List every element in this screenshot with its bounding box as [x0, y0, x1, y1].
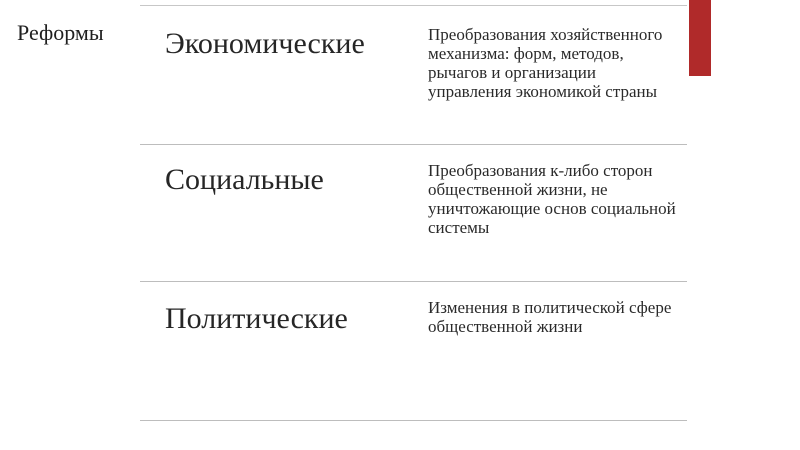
table-row-political [140, 282, 687, 420]
row-description-economic: Преобразования хозяйственного механизма: форм, методов, рычагов и организации управления экономикой страны [428, 25, 663, 101]
row-label-social: Социальные [165, 163, 324, 196]
accent-bar [689, 0, 711, 76]
row-label-political: Политические [165, 302, 348, 335]
slide-title: Реформы [17, 20, 104, 45]
row-description-social: Преобразования к-либо сторон общественной жизни, не уничтожающие основ социальной системы [428, 161, 676, 237]
table-row-social [140, 145, 687, 281]
row-label-economic: Экономические [165, 27, 365, 60]
row-divider [140, 420, 687, 421]
table-row-economic [140, 0, 687, 144]
row-description-political: Изменения в политической сфере общественной жизни [428, 298, 672, 336]
